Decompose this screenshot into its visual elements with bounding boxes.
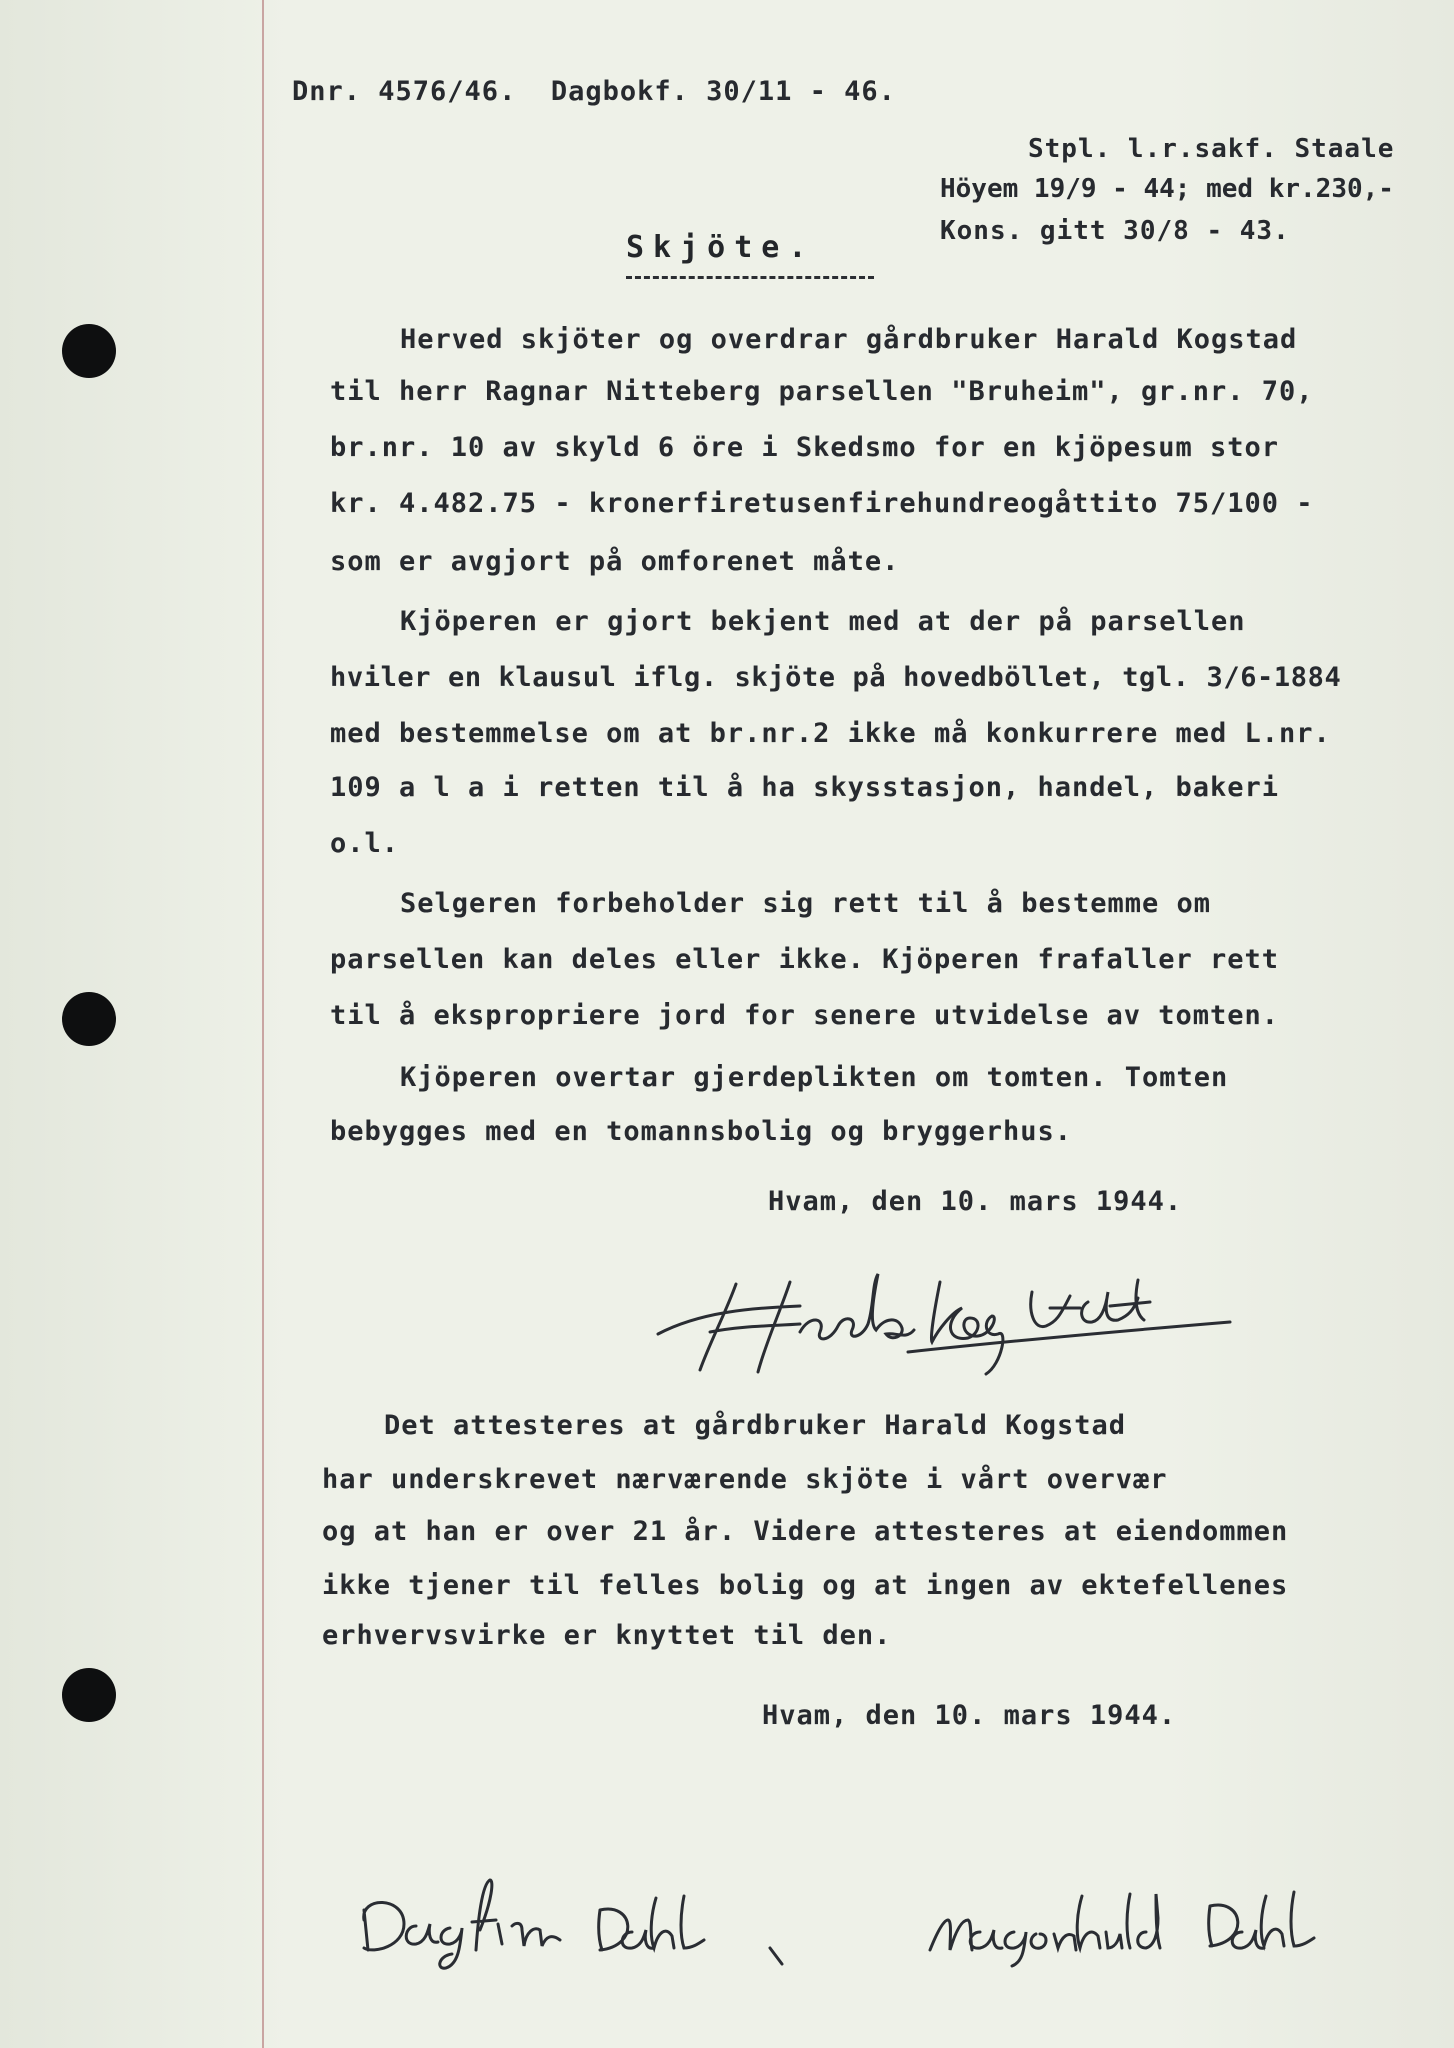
stamp-line: Kons. gitt 30/8 - 43. — [940, 216, 1290, 246]
reference-line: Dnr. 4576/46. Dagbokf. 30/11 - 46. — [292, 76, 896, 107]
body-line: med bestemmelse om at br.nr.2 ikke må konkurrere med L.nr. — [330, 718, 1331, 749]
body-line: Selgeren forbeholder sig rett til å bestemme om — [400, 888, 1212, 919]
seller-signature — [640, 1262, 1240, 1382]
place-date: Hvam, den 10. mars 1944. — [762, 1700, 1177, 1731]
witness-signature — [350, 1870, 810, 1990]
body-line: som er avgjort på omforenet måte. — [330, 546, 900, 577]
place-date: Hvam, den 10. mars 1944. — [768, 1186, 1183, 1217]
body-line: parsellen kan deles eller ikke. Kjöperen frafaller rett — [330, 944, 1280, 975]
body-line: kr. 4.482.75 - kronerfiretusenfirehundreogåttito 75/100 - — [330, 488, 1314, 519]
witness-signature — [920, 1870, 1360, 1980]
title-underline — [626, 276, 874, 279]
stamp-line: Höyem 19/9 - 44; med kr.230,- — [940, 174, 1394, 204]
punch-hole — [62, 1668, 116, 1722]
attest-line: Det attesteres at gårdbruker Harald Kogstad — [384, 1410, 1126, 1441]
body-line: 109 a l a i retten til å ha skysstasjon, handel, bakeri — [330, 772, 1280, 803]
body-line: br.nr. 10 av skyld 6 öre i Skedsmo for en kjöpesum stor — [330, 432, 1280, 463]
attest-line: ikke tjener til felles bolig og at ingen av ektefellenes — [322, 1570, 1289, 1601]
body-line: o.l. — [330, 828, 400, 859]
body-line: Herved skjöter og overdrar gårdbruker Harald Kogstad — [400, 324, 1298, 355]
punch-hole — [62, 324, 116, 378]
body-line: til å ekspropriere jord for senere utvidelse av tomten. — [330, 1000, 1280, 1031]
punch-hole — [62, 992, 116, 1046]
attest-line: og at han er over 21 år. Videre attesteres at eiendommen — [322, 1516, 1289, 1547]
stamp-line: Stpl. l.r.sakf. Staale — [1028, 134, 1395, 164]
attest-line: erhvervsvirke er knyttet til den. — [322, 1620, 892, 1651]
body-line: Kjöperen er gjort bekjent med at der på parsellen — [400, 606, 1246, 637]
document-title: Skjöte. — [626, 230, 816, 265]
body-line: hviler en klausul iflg. skjöte på hovedböllet, tgl. 3/6-1884 — [330, 662, 1342, 693]
attest-line: har underskrevet nærværende skjöte i vårt overvær — [322, 1464, 1168, 1495]
body-line: bebygges med en tomannsbolig og bryggerhus. — [330, 1116, 1072, 1147]
margin-line — [262, 0, 264, 2048]
body-line: Kjöperen overtar gjerdeplikten om tomten. Tomten — [400, 1062, 1229, 1093]
body-line: til herr Ragnar Nitteberg parsellen "Bruheim", gr.nr. 70, — [330, 376, 1314, 407]
